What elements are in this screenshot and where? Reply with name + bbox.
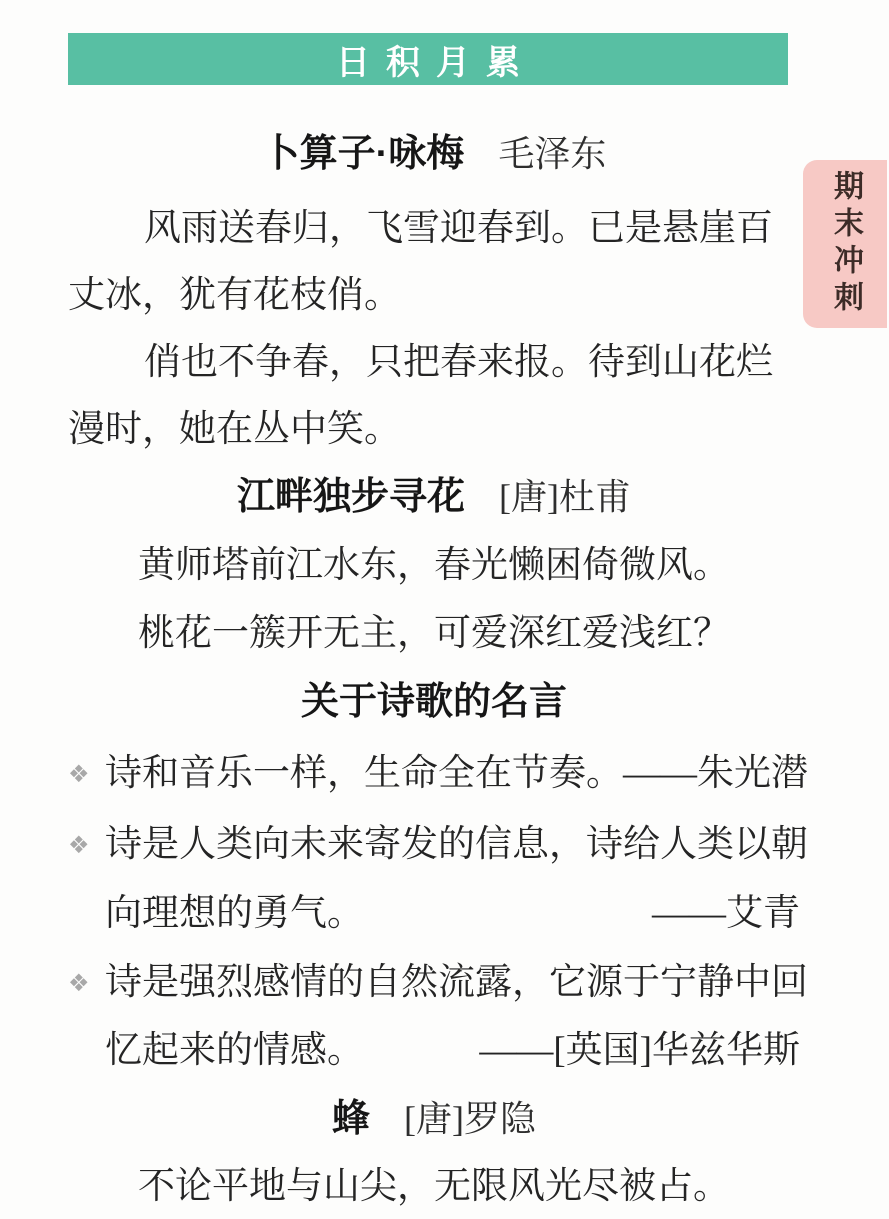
poem3-author: [唐]罗隐 xyxy=(404,1099,536,1139)
banner-title: 日积月累 xyxy=(336,43,536,82)
poem2-line: 黄师塔前江水东，春光懒困倚微风。 xyxy=(138,545,730,586)
quote-text: 诗是人类向未来寄发的信息，诗给人类以朝 xyxy=(105,824,808,865)
poem1-line: 俏也不争春，只把春来报。待到山花烂 xyxy=(144,342,773,383)
diamond-bullet-icon: ❖ xyxy=(68,759,90,788)
poem2-author: [唐]杜甫 xyxy=(499,477,631,517)
quotes-heading: 关于诗歌的名言 xyxy=(300,680,567,723)
poem1-title-row xyxy=(68,112,800,195)
quote-text: 忆起来的情感。 xyxy=(105,1029,364,1071)
quote-text: 诗是强烈感情的自然流露，它源于宁静中回 xyxy=(105,962,808,1003)
content-column xyxy=(68,85,808,1218)
poem1-line: 风雨送春归，飞雪迎春到。已是悬崖百 xyxy=(144,208,773,249)
poem2-title: 江畔独步寻花 xyxy=(237,476,466,518)
diamond-bullet-icon: ❖ xyxy=(68,830,90,859)
side-tab-final-sprint xyxy=(803,160,887,328)
poem2-line: 桃花一簇开无主，可爱深红爱浅红？ xyxy=(138,612,730,654)
quote-item xyxy=(68,736,808,811)
poem1-line: 丈冰，犹有花枝俏。 xyxy=(68,275,401,316)
quote-item-continuation xyxy=(68,878,800,949)
poem3-title-row xyxy=(68,1084,800,1154)
poem2-title-row xyxy=(68,462,800,532)
diamond-bullet-icon: ❖ xyxy=(68,968,90,997)
quote-attribution: ——[英国]华兹华斯 xyxy=(479,1029,800,1071)
poem1-title: 卜算子·咏梅 xyxy=(261,132,465,175)
poem1-line: 漫时，她在丛中笑。 xyxy=(68,408,401,450)
header-banner xyxy=(68,33,788,85)
side-tab-label: 期末冲刺 xyxy=(829,170,862,318)
poem3-title: 蜂 xyxy=(332,1098,371,1140)
quote-item xyxy=(68,949,808,1016)
quote-attribution: ——艾青 xyxy=(652,893,800,934)
poem3-line: 不论平地与山尖，无限风光尽被占。 xyxy=(138,1165,730,1207)
quote-item xyxy=(68,811,808,878)
quote-text: 向理想的勇气。 xyxy=(105,893,364,934)
quote-text: 诗和音乐一样，生命全在节奏。——朱光潜 xyxy=(105,753,808,794)
quote-item-continuation xyxy=(68,1016,800,1084)
poem1-author: 毛泽东 xyxy=(498,133,607,174)
quotes-heading-row xyxy=(68,667,800,736)
